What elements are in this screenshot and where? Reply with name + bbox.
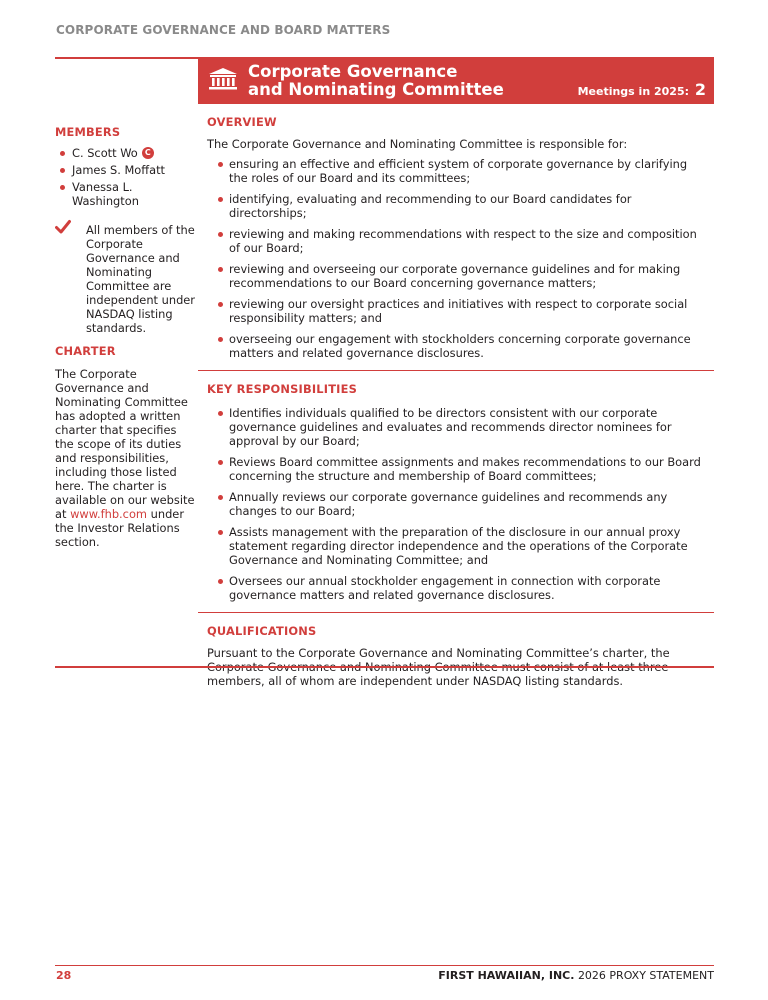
institution-building-icon (208, 67, 238, 91)
member-name: Vanessa L. Washington (72, 180, 139, 208)
committee-title (248, 63, 504, 99)
committee-banner (198, 57, 714, 104)
charter-text-after: under the Investor Relations section. (55, 507, 185, 549)
list-item: Annually reviews our corporate governance guidelines and recommends any changes to our Board; (207, 490, 706, 518)
page-section-header: CORPORATE GOVERNANCE AND BOARD MATTERS (56, 23, 391, 37)
qualifications-section (198, 612, 714, 688)
list-item: Identifies individuals qualified to be directors consistent with our corporate governance guidelines and evaluates and recommends director nominees for approval by our Board; (207, 406, 706, 448)
key-responsibilities-section (198, 370, 714, 612)
footer-doc-title: 2026 PROXY STATEMENT (577, 969, 714, 982)
committee-title-line-2: and Nominating Committee (248, 80, 504, 99)
meetings-number: 2 (694, 80, 706, 99)
page-number: 28 (56, 969, 72, 982)
charter-text-before: The Corporate Governance and Nominating Committee has adopted a written charter that specifies the scope of its duties and responsibilities, including those listed here. The charter is available on our website at (55, 367, 195, 521)
sidebar (55, 125, 195, 549)
charter-heading: CHARTER (55, 344, 116, 358)
list-item: ensuring an effective and efficient system of corporate governance by clarifying the roles of our Board and its committees; (207, 157, 706, 185)
members-list (55, 146, 195, 208)
footer-rule (55, 965, 714, 966)
member-name: C. Scott Wo (72, 146, 138, 160)
list-item: reviewing and overseeing our corporate governance guidelines and for making recommendations to our Board concerning governance matters; (207, 262, 706, 290)
qualifications-heading: QUALIFICATIONS (207, 624, 317, 638)
sidebar-top-rule (55, 57, 198, 59)
list-item: reviewing our oversight practices and initiatives with respect to corporate social responsibility matters; and (207, 297, 706, 325)
footer-title (438, 969, 714, 982)
checkmark-icon (55, 219, 71, 235)
key-responsibilities-heading: KEY RESPONSIBILITIES (207, 382, 357, 396)
member-item (55, 180, 195, 208)
overview-section (198, 104, 714, 370)
member-item (55, 146, 195, 160)
member-item (55, 163, 195, 177)
member-name: James S. Moffatt (72, 163, 166, 177)
overview-lead: The Corporate Governance and Nominating Committee is responsible for: (207, 137, 628, 151)
content-bottom-rule (55, 666, 714, 668)
independence-text: All members of the Corporate Governance and Nominating Committee are independent under NASDAQ listing standards. (86, 223, 195, 335)
footer-company: FIRST HAWAIIAN, INC. (438, 969, 575, 982)
committee-title-line-1: Corporate Governance (248, 62, 458, 81)
meetings-label: Meetings in 2025: (577, 85, 690, 98)
charter-text (55, 367, 195, 549)
chair-badge-icon: C (142, 147, 154, 159)
meetings-count (578, 80, 706, 99)
list-item: Oversees our annual stockholder engagement in connection with corporate governance matters and related governance disclosures. (207, 574, 706, 602)
independence-note (55, 223, 195, 335)
charter-website-link[interactable]: www.fhb.com (70, 507, 148, 521)
key-responsibilities-list (207, 406, 706, 602)
overview-list (207, 157, 706, 360)
overview-heading: OVERVIEW (207, 115, 277, 129)
members-heading: MEMBERS (55, 125, 121, 139)
list-item: Reviews Board committee assignments and makes recommendations to our Board concerning the structure and membership of Board committees; (207, 455, 706, 483)
list-item: reviewing and making recommendations with respect to the size and composition of our Board; (207, 227, 706, 255)
qualifications-text: Pursuant to the Corporate Governance and Nominating Committee’s charter, the members, all of whom are independent under NASDAQ listing standards. (207, 646, 670, 688)
list-item: Assists management with the preparation of the disclosure in our annual proxy statement regarding director independence and the operations of the Corporate Governance and Nominating Committee; and (207, 525, 706, 567)
main-content (198, 104, 714, 694)
list-item: overseeing our engagement with stockholders concerning corporate governance matters and related governance disclosures. (207, 332, 706, 360)
list-item: identifying, evaluating and recommending to our Board candidates for directorships; (207, 192, 706, 220)
